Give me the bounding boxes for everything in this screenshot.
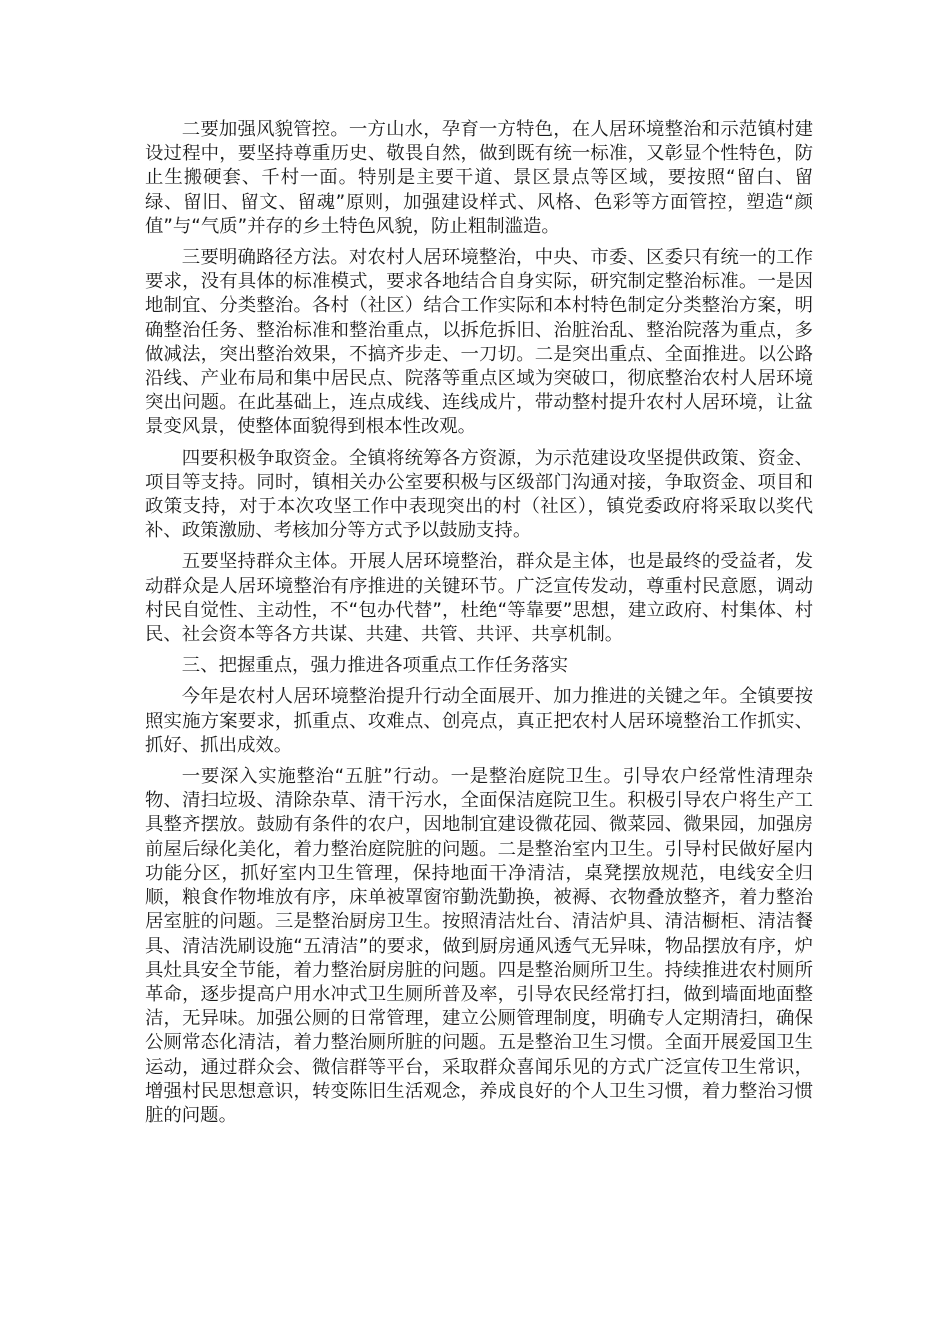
paragraph-year-focus: 今年是农村人居环境整治提升行动全面展开、加力推进的关键之年。全镇要按照实施方案要求，抓重点、攻难点、创亮点，真正把农村人居环境整治工作抓实、抓好、抓出成效。 (145, 686, 813, 756)
paragraph-five-dirty-action: 一要深入实施整治“五脏”行动。一是整治庭院卫生。引导农户经常性清理杂物、清扫垃圾、清除杂草、清干污水，全面保洁庭院卫生。积极引导农户将生产工具整齐摆放。鼓励有条件的农户，因地制宜建设微花园、微菜园、微果园，加强房前屋后绿化美化，着力整治庭院脏的问题。二是整治室内卫生。引导村民做好屋内功能分区，抓好室内卫生管理，保持地面干净清洁，桌凳摆放规范，电线安全归顺，粮食作物堆放有序，床单被罩窗帘勤洗勤换，被褥、衣物叠放整齐，着力整治居室脏的问题。三是整治厨房卫生。按照清洁灶台、清洁炉具、清洁橱柜、清洁餐具、清洁洗刷设施“五清洁”的要求，做到厨房通风透气无异味，物品摆放有序，炉具灶具安全节能，着力整治厨房脏的问题。四是整治厕所卫生。持续推进农村厕所革命，逐步提高户用水冲式卫生厕所普及率，引导农民经常打扫，做到墙面地面整洁，无异味。加强公厕的日常管理，建立公厕管理制度，明确专人定期清扫，确保公厕常态化清洁，着力整治厕所脏的问题。五是整治卫生习惯。全面开展爱国卫生运动，通过群众会、微信群等平台，采取群众喜闻乐见的方式广泛宣传卫生常识，增强村民思想意识，转变陈旧生活观念，养成良好的个人卫生习惯，着力整治习惯脏的问题。 (145, 766, 813, 1126)
paragraph-path-method: 三要明确路径方法。对农村人居环境整治，中央、市委、区委只有统一的工作要求，没有具体的标准模式，要求各地结合自身实际，研究制定整治标准。一是因地制宜、分类整治。各村（社区）结合工作实际和本村特色制定分类整治方案，明确整治任务、整治标准和整治重点，以拆危拆旧、治脏治乱、整治院落为重点，多做减法，突出整治效果，不搞齐步走、一刀切。二是突出重点、全面推进。以公路沿线、产业布局和集中居民点、院落等重点区域为突破口，彻底整治农村人居环境突出问题。在此基础上，连点成线、连线成片，带动整村提升农村人居环境，让盆景变风景，使整体面貌得到根本性改观。 (145, 247, 813, 438)
section-heading-three: 三、把握重点，强力推进各项重点工作任务落实 (181, 655, 569, 677)
paragraph-style-control: 二要加强风貌管控。一方山水，孕育一方特色，在人居环境整治和示范镇村建设过程中，要坚持尊重历史、敬畏自然，做到既有统一标准，又彰显个性特色，防止生搬硬套、千村一面。特别是主要干道、景区景点等区域，要按照“留白、留绿、留旧、留文、留魂”原则，加强建设样式、风格、色彩等方面管控，塑造“颜值”与“气质”并存的乡土特色风貌，防止粗制滥造。 (145, 119, 813, 237)
paragraph-public-participation: 五要坚持群众主体。开展人居环境整治，群众是主体，也是最终的受益者，发动群众是人居环境整治有序推进的关键环节。广泛宣传发动，尊重村民意愿，调动村民自觉性、主动性，不“包办代替”，杜绝“等靠要”思想，建立政府、村集体、村民、社会资本等各方共谋、共建、共管、共评、共享机制。 (145, 551, 813, 646)
document-page (145, 118, 813, 1135)
paragraph-funding: 四要积极争取资金。全镇将统筹各方资源，为示范建设攻坚提供政策、资金、项目等支持。同时，镇相关办公室要积极与区级部门沟通对接，争取资金、项目和政策支持，对于本次攻坚工作中表现突出的村（社区），镇党委政府将采取以奖代补、政策激励、考核加分等方式予以鼓励支持。 (145, 447, 813, 542)
